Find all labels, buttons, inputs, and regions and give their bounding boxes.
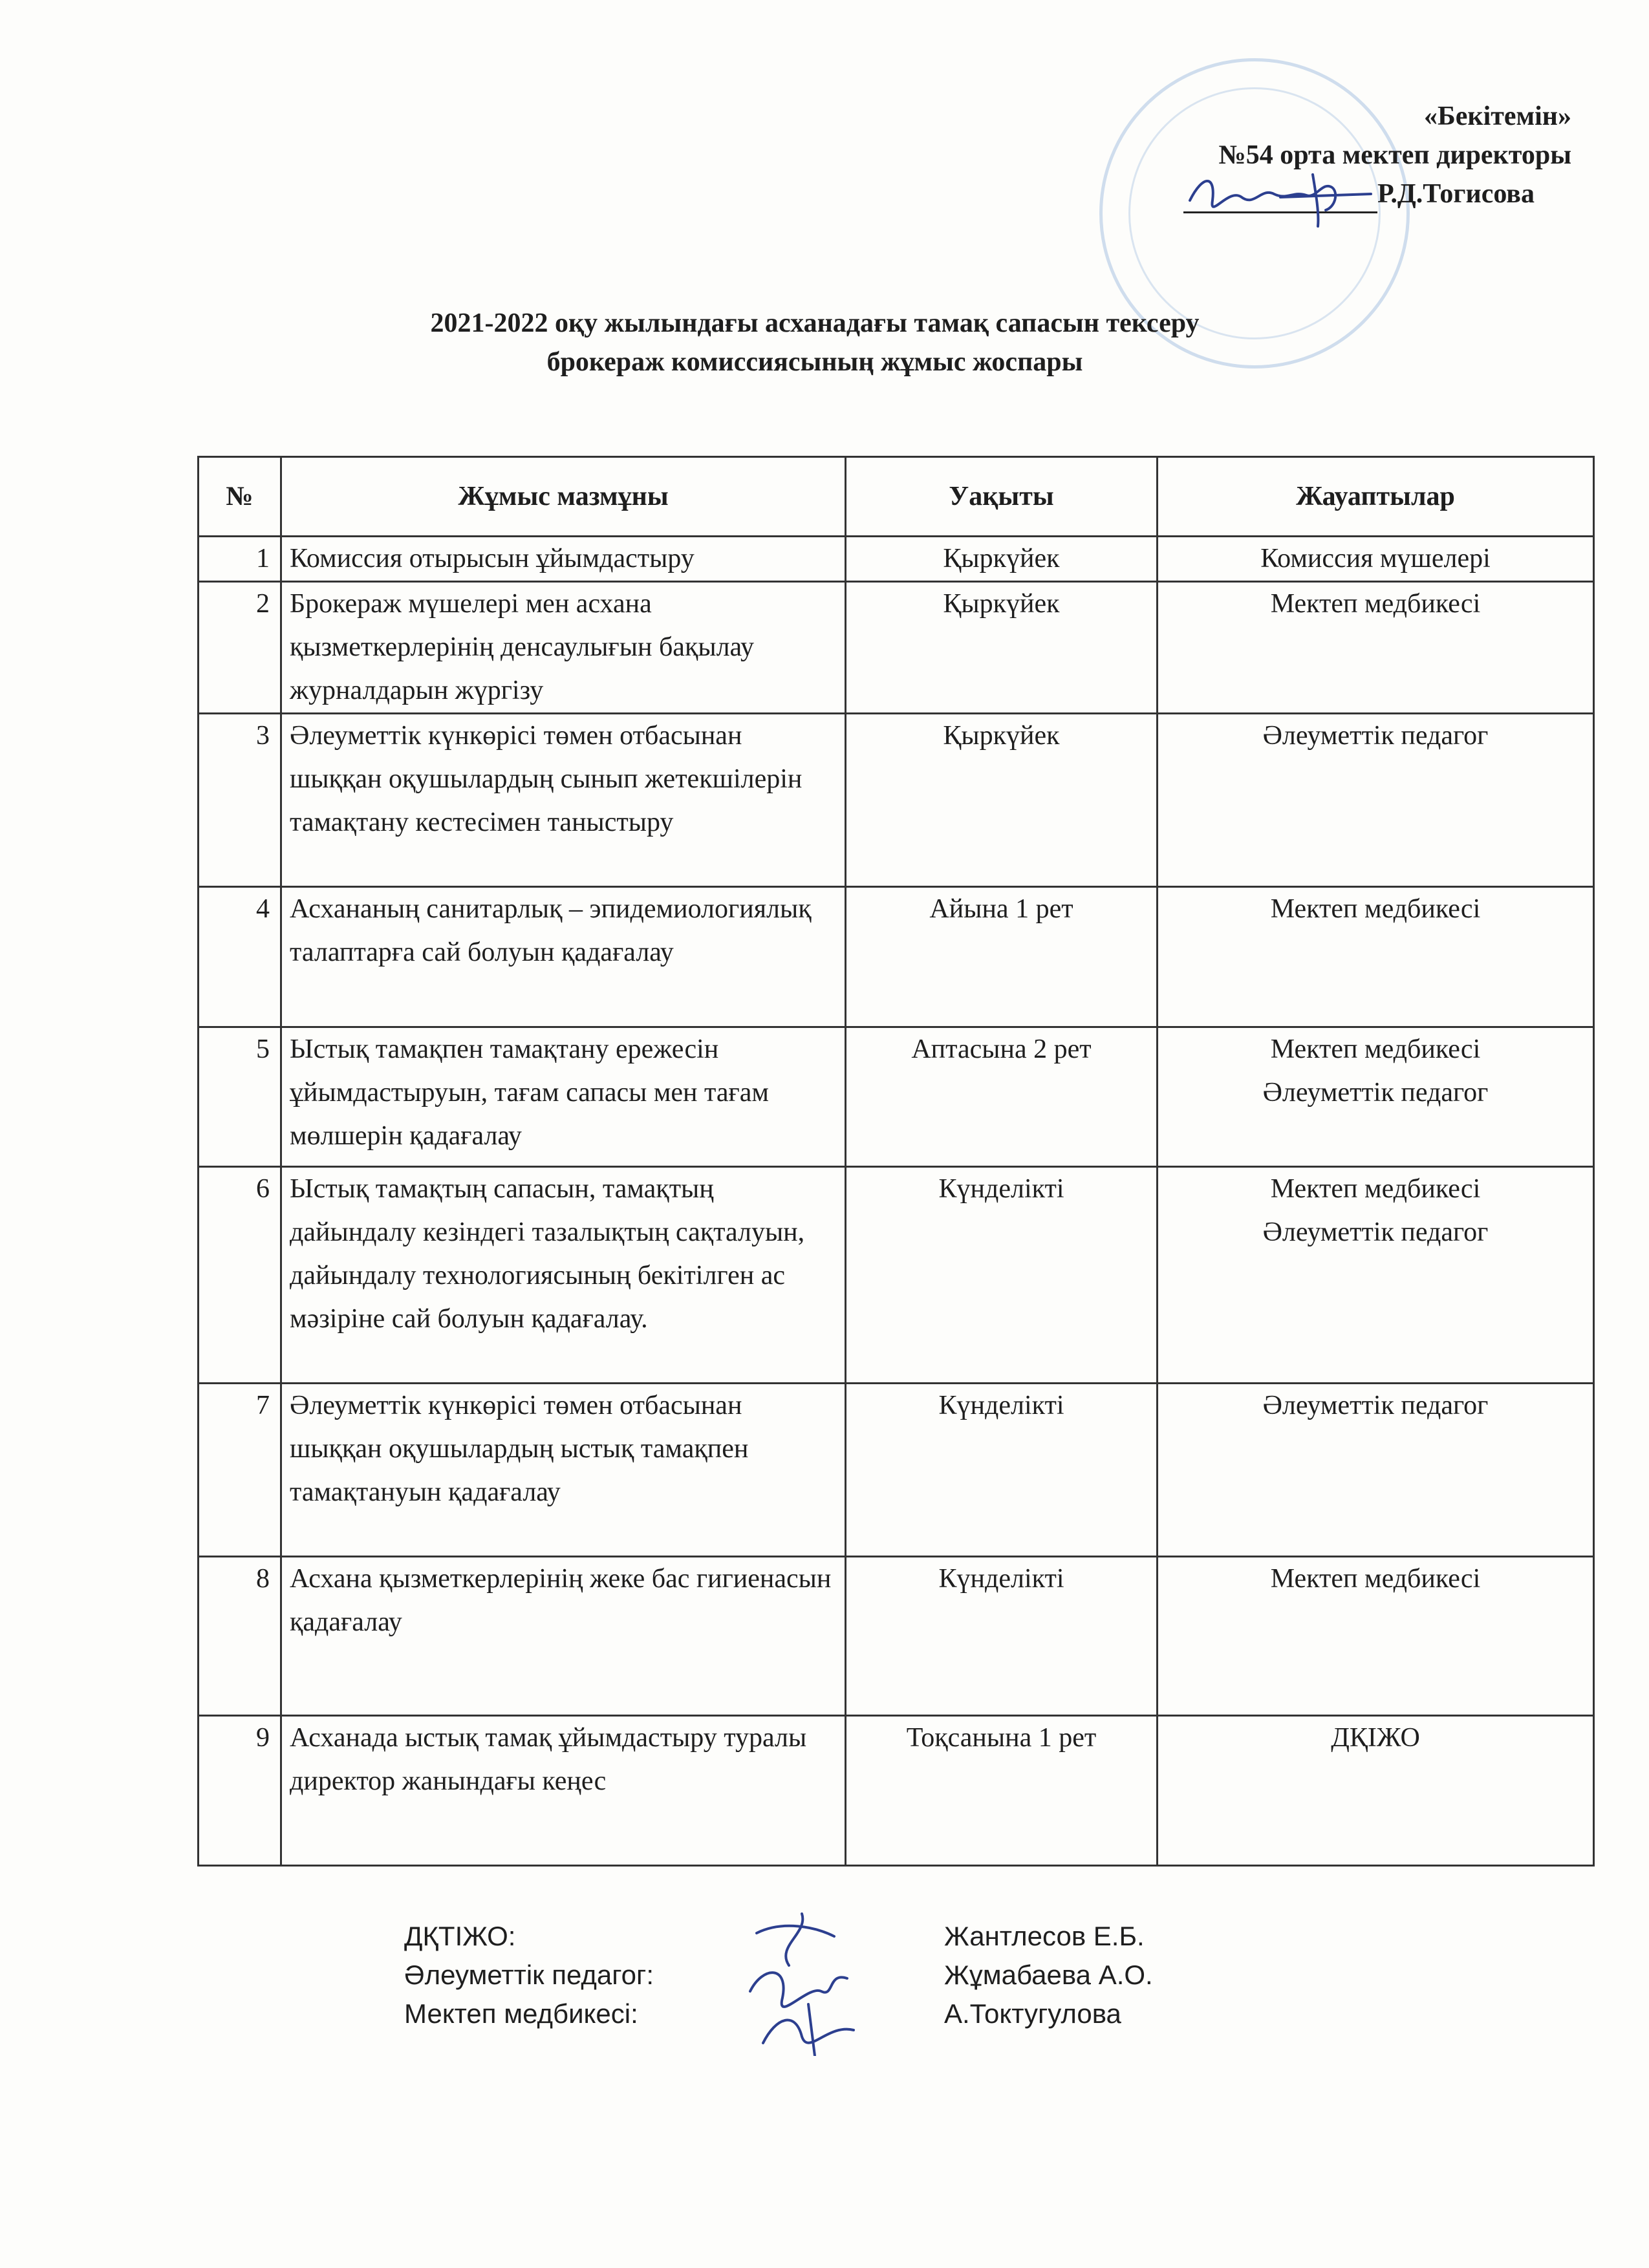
header-time: Уақыты [846, 457, 1158, 537]
responsible-person: Мектеп медбикесі [1270, 894, 1481, 924]
row-num: 1 [199, 537, 281, 582]
row-content: Брокераж мүшелері мен асхана қызметкерлерінің денсаулығын бақылау журналдарын жүргізу [281, 582, 846, 714]
row-num: 3 [199, 714, 281, 887]
signers-signatures [737, 1907, 867, 2056]
signer-role: Мектеп медбикесі: [404, 1998, 638, 2029]
title-line-1: 2021-2022 оқу жылындағы асханадағы тамақ сапасын тексеру [430, 308, 1200, 338]
approval-heading: «Бекітемін» [1423, 102, 1571, 131]
row-num: 9 [199, 1716, 281, 1866]
row-num: 2 [199, 582, 281, 714]
row-responsible [1158, 1384, 1594, 1557]
table-row [199, 1027, 1594, 1167]
row-num: 6 [199, 1167, 281, 1384]
signer-name: Жұмабаева А.О. [944, 1960, 1153, 1990]
row-time: Күнделікті [846, 1557, 1158, 1716]
responsible-person: Әлеуметтік педагог [1262, 1217, 1489, 1247]
document-title [194, 304, 1436, 381]
approval-director-name: Р.Д.Тогисова [1377, 179, 1535, 209]
responsible-person: Әлеуметтік педагог [1262, 1391, 1489, 1420]
table-row [199, 582, 1594, 714]
row-responsible [1158, 1167, 1594, 1384]
signer-name: А.Токтугулова [944, 1998, 1121, 2029]
table-header-row [199, 457, 1594, 537]
row-time: Күнделікті [846, 1167, 1158, 1384]
row-responsible [1158, 1716, 1594, 1866]
responsible-person: ДҚІЖО [1331, 1723, 1420, 1753]
table-row [199, 1384, 1594, 1557]
row-num: 7 [199, 1384, 281, 1557]
row-responsible [1158, 1027, 1594, 1167]
row-time: Қыркүйек [846, 537, 1158, 582]
table-row [199, 1716, 1594, 1866]
row-content: Ыстық тамақпен тамақтану ережесін ұйымдастыруын, тағам сапасы мен тағам мөлшерін қадағалау [281, 1027, 846, 1167]
signer-role: Әлеуметтік педагог: [404, 1960, 654, 1990]
row-time: Күнделікті [846, 1384, 1158, 1557]
row-num: 8 [199, 1557, 281, 1716]
responsible-person: Әлеуметтік педагог [1262, 1078, 1489, 1107]
responsible-person: Мектеп медбикесі [1270, 1564, 1481, 1594]
responsible-person: Комиссия мүшелері [1260, 544, 1491, 573]
row-responsible [1158, 714, 1594, 887]
row-content: Әлеуметтік күнкөрісі төмен отбасынан шыққан оқушылардың сынып жетекшілерін тамақтану кестесімен таныстыру [281, 714, 846, 887]
director-signature [1183, 162, 1377, 233]
row-responsible [1158, 1557, 1594, 1716]
row-content: Әлеуметтік күнкөрісі төмен отбасынан шыққан оқушылардың ыстық тамақпен тамақтануын қадағалау [281, 1384, 846, 1557]
table-row [199, 1557, 1594, 1716]
responsible-person: Мектеп медбикесі [1270, 1174, 1481, 1204]
responsible-person: Мектеп медбикесі [1270, 589, 1481, 619]
responsible-person: Әлеуметтік педагог [1262, 721, 1489, 751]
header-content: Жұмыс мазмұны [281, 457, 846, 537]
header-num: № [199, 457, 281, 537]
row-time: Айына 1 рет [846, 887, 1158, 1027]
header-responsible: Жауаптылар [1158, 457, 1594, 537]
signer-role: ДҚТІЖО: [404, 1921, 516, 1951]
table-row [199, 537, 1594, 582]
row-time: Аптасына 2 рет [846, 1027, 1158, 1167]
row-time: Қыркүйек [846, 582, 1158, 714]
row-num: 5 [199, 1027, 281, 1167]
table-row [199, 1167, 1594, 1384]
row-time: Қыркүйек [846, 714, 1158, 887]
row-responsible [1158, 582, 1594, 714]
signer-name: Жантлесов Е.Б. [944, 1921, 1145, 1951]
approval-position: №54 орта мектеп директоры [1218, 140, 1571, 170]
row-content: Комиссия отырысын ұйымдастыру [281, 537, 846, 582]
title-line-2: брокераж комиссиясының жұмыс жоспары [546, 347, 1083, 377]
row-content: Ыстық тамақтың сапасын, тамақтың дайындалу кезіндегі тазалықтың сақталуын, дайындалу технологиясының бекітілген ас мәзіріне сай болуын қадағалау. [281, 1167, 846, 1384]
row-content: Асханада ыстық тамақ ұйымдастыру туралы директор жанындағы кеңес [281, 1716, 846, 1866]
row-time: Тоқсанына 1 рет [846, 1716, 1158, 1866]
row-responsible [1158, 887, 1594, 1027]
work-plan-table [197, 456, 1595, 1867]
row-responsible [1158, 537, 1594, 582]
responsible-person: Мектеп медбикесі [1270, 1034, 1481, 1064]
table-row [199, 714, 1594, 887]
row-num: 4 [199, 887, 281, 1027]
table-row [199, 887, 1594, 1027]
row-content: Асхана қызметкерлерінің жеке бас гигиенасын қадағалау [281, 1557, 846, 1716]
row-content: Асхананың санитарлық – эпидемиологиялық талаптарға сай болуын қадағалау [281, 887, 846, 1027]
